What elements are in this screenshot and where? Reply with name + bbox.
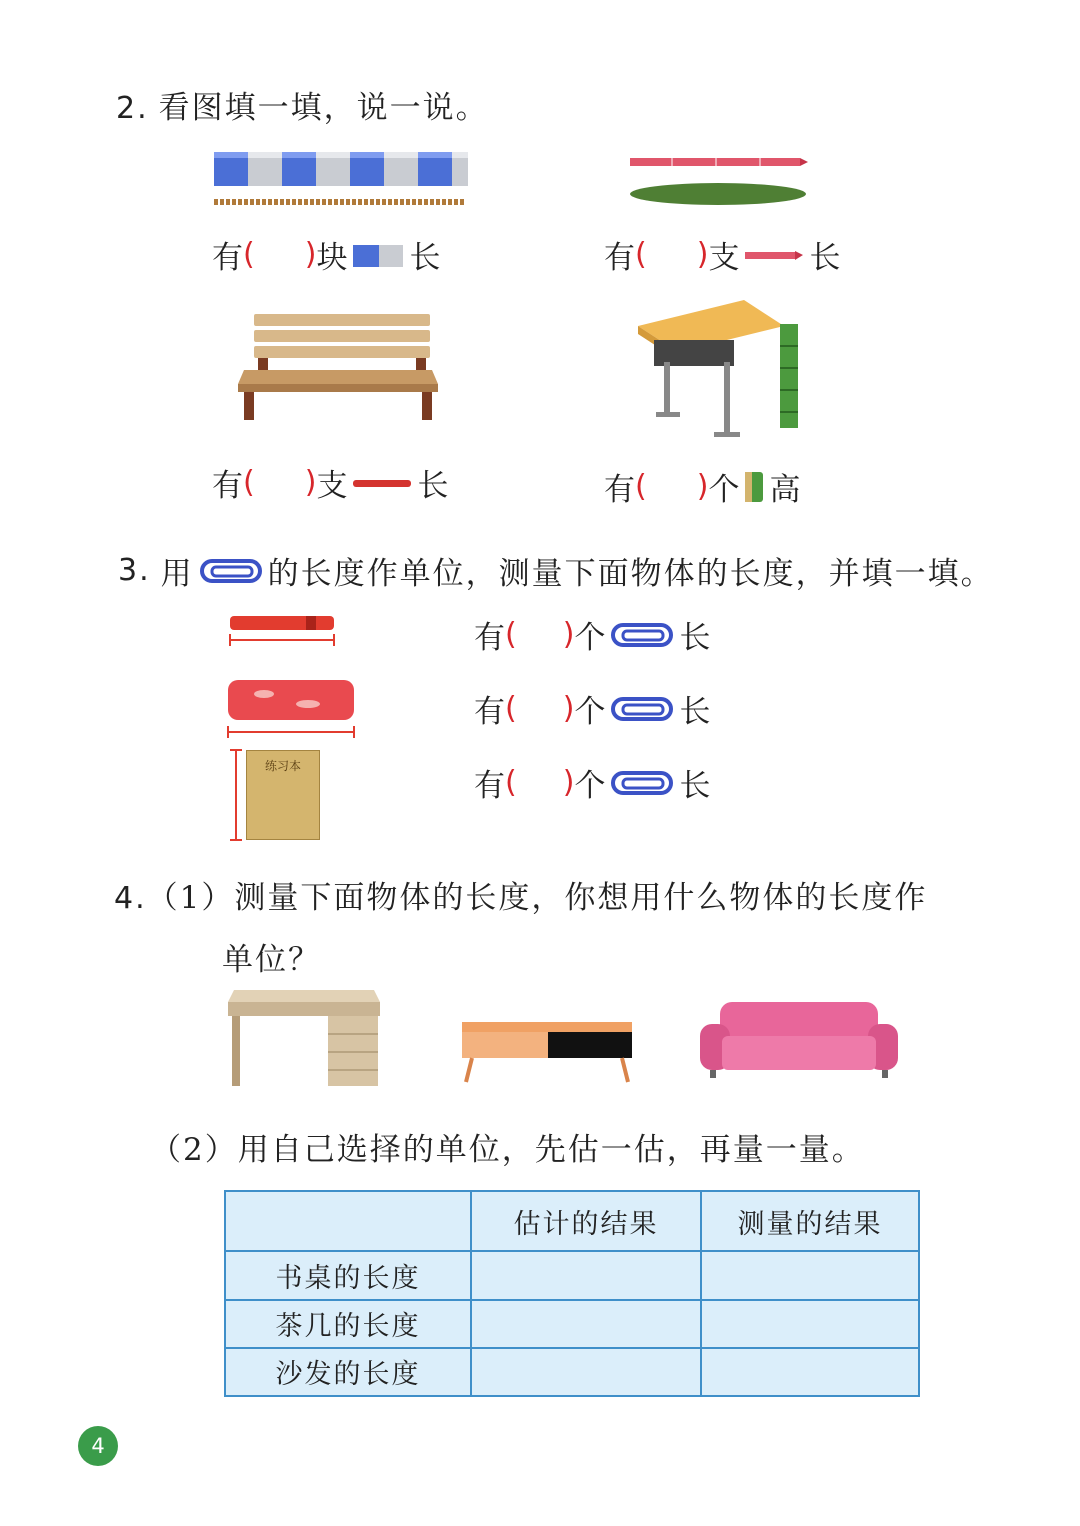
sofa-picture bbox=[698, 1000, 900, 1080]
table-header-measure: 测量的结果 bbox=[701, 1191, 919, 1251]
exercise-book-picture bbox=[226, 748, 320, 842]
paperclip-icon bbox=[609, 769, 675, 797]
writing-desk-picture bbox=[224, 988, 384, 1088]
q3-item-3: 有 ( ) 个 长 bbox=[474, 765, 711, 804]
book-label: 练习本 bbox=[264, 759, 301, 773]
table-header-estimate: 估计的结果 bbox=[471, 1191, 701, 1251]
q2-item-1: 有 ( ) 块 长 bbox=[212, 237, 441, 276]
q4-part2-text: 用自己选择的单位，先估一估，再量一量。 bbox=[237, 1132, 865, 1168]
blocks-and-rope-picture bbox=[212, 150, 472, 212]
row-label: 书桌的长度 bbox=[225, 1251, 471, 1299]
q3-title: 3. 用 的长度作单位，测量下面物体的长度，并填一填。 bbox=[118, 548, 994, 593]
crayons-and-cucumber-picture bbox=[628, 150, 810, 210]
coffee-table-picture bbox=[458, 1020, 636, 1086]
page-number-badge: 4 bbox=[78, 1426, 118, 1466]
exercise-book bbox=[246, 750, 320, 840]
table-header-row bbox=[225, 1191, 919, 1251]
q4-part2: （2）用自己选择的单位，先估一估，再量一量。 bbox=[150, 1132, 865, 1168]
table-header-blank bbox=[225, 1191, 471, 1251]
book-height-arrow bbox=[226, 748, 246, 842]
measure-cell[interactable] bbox=[701, 1251, 919, 1299]
q2-title-text: 看图填一填，说一说。 bbox=[158, 90, 489, 126]
q4-part1-text: 测量下面物体的长度，你想用什么物体的长度作 bbox=[234, 880, 928, 916]
cube-unit-icon bbox=[351, 241, 405, 269]
pencil-box-picture bbox=[224, 676, 360, 742]
q3-number: 3. bbox=[118, 553, 151, 588]
estimate-cell[interactable] bbox=[471, 1300, 701, 1348]
cucumber bbox=[630, 183, 806, 205]
paperclip-icon bbox=[609, 621, 675, 649]
q3-title-text: 的长度作单位，测量下面物体的长度，并填一填。 bbox=[267, 556, 994, 592]
estimate-measure-table bbox=[224, 1190, 920, 1397]
paperclip-icon bbox=[609, 695, 675, 723]
red-pencil-picture bbox=[224, 612, 340, 648]
row-label: 沙发的长度 bbox=[225, 1348, 471, 1396]
estimate-cell[interactable] bbox=[471, 1251, 701, 1299]
table-row bbox=[225, 1348, 919, 1396]
crayon-unit-icon bbox=[743, 245, 805, 265]
bench-picture bbox=[234, 310, 442, 422]
q2-title bbox=[116, 82, 489, 127]
measure-cell[interactable] bbox=[701, 1300, 919, 1348]
q3-item-1: 有 ( ) 个 长 bbox=[474, 617, 711, 656]
q2-number: 2. bbox=[116, 91, 149, 126]
school-desk-picture bbox=[634, 296, 802, 446]
green-block-unit-icon bbox=[743, 470, 765, 504]
red-stick-unit-icon bbox=[351, 475, 413, 491]
q2-item-2: 有 ( ) 支 长 bbox=[604, 237, 841, 276]
row-label: 茶几的长度 bbox=[225, 1300, 471, 1348]
measure-cell[interactable] bbox=[701, 1348, 919, 1396]
table-row bbox=[225, 1251, 919, 1299]
answer-blank-open: ( bbox=[243, 237, 255, 272]
q4-number: 4. bbox=[114, 881, 147, 916]
q4-part1-text-cont: 单位？ bbox=[222, 942, 321, 978]
paperclip-icon bbox=[198, 557, 264, 585]
q4-part1: 4.（1）测量下面物体的长度，你想用什么物体的长度作 bbox=[114, 880, 928, 916]
crayon-row bbox=[630, 158, 808, 166]
estimate-cell[interactable] bbox=[471, 1348, 701, 1396]
q2-item-4: 有 ( ) 个 高 bbox=[604, 469, 801, 508]
q2-item-3: 有 ( ) 支 长 bbox=[212, 465, 449, 504]
table-row bbox=[225, 1300, 919, 1348]
q3-item-2: 有 ( ) 个 长 bbox=[474, 691, 711, 730]
cube-row bbox=[214, 152, 468, 186]
